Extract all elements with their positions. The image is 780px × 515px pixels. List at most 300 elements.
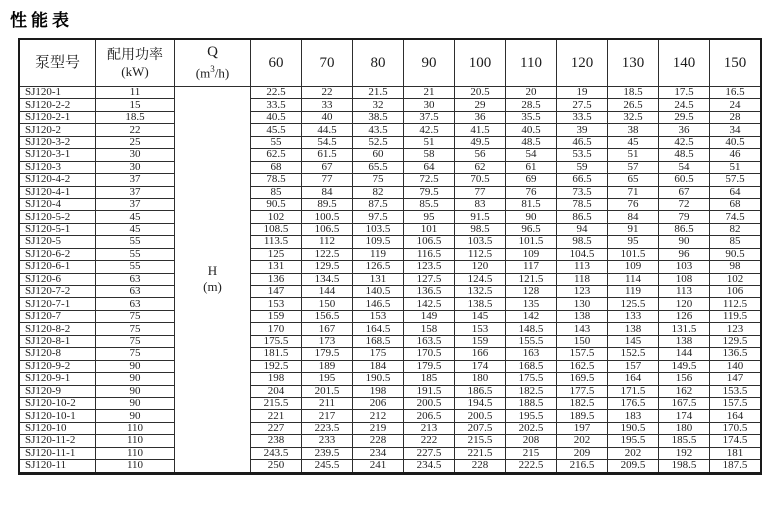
rated-power-cell: 75 [96, 310, 175, 322]
head-value-cell: 109 [608, 261, 659, 273]
head-value-cell: 40.5 [251, 111, 302, 123]
head-value-cell: 78.5 [557, 198, 608, 210]
head-value-cell: 177.5 [557, 385, 608, 397]
rated-power-cell: 18.5 [96, 111, 175, 123]
head-value-cell: 156 [659, 373, 710, 385]
head-value-cell: 48.5 [659, 149, 710, 161]
head-value-cell: 208 [506, 435, 557, 447]
head-value-cell: 179.5 [404, 360, 455, 372]
head-value-cell: 43.5 [353, 124, 404, 136]
performance-table [18, 38, 762, 475]
head-value-cell: 44.5 [302, 124, 353, 136]
head-value-cell: 82 [710, 223, 762, 235]
head-unit-cell [175, 87, 251, 474]
head-value-cell: 66.5 [557, 174, 608, 186]
head-value-cell: 213 [404, 422, 455, 434]
head-value-cell: 146.5 [353, 298, 404, 310]
rated-power-cell: 30 [96, 149, 175, 161]
head-value-cell: 147 [251, 286, 302, 298]
rated-power-cell: 37 [96, 174, 175, 186]
table-row [19, 161, 761, 173]
head-value-cell: 167 [302, 323, 353, 335]
head-value-cell: 185 [404, 373, 455, 385]
head-value-cell: 243.5 [251, 447, 302, 459]
head-value-cell: 182.5 [557, 397, 608, 409]
head-value-cell: 135 [506, 298, 557, 310]
head-value-cell: 119 [353, 248, 404, 260]
head-value-cell: 234 [353, 447, 404, 459]
head-value-cell: 54.5 [302, 136, 353, 148]
head-value-cell: 149.5 [659, 360, 710, 372]
head-value-cell: 174.5 [710, 435, 762, 447]
rated-power-cell: 55 [96, 261, 175, 273]
head-value-cell: 202 [557, 435, 608, 447]
head-value-cell: 138.5 [455, 298, 506, 310]
head-value-cell: 70.5 [455, 174, 506, 186]
table-row [19, 348, 761, 360]
head-value-cell: 55 [251, 136, 302, 148]
head-value-cell: 171.5 [608, 385, 659, 397]
rated-power-cell: 90 [96, 385, 175, 397]
table-row [19, 124, 761, 136]
head-value-cell: 21 [404, 87, 455, 99]
head-value-cell: 85 [251, 186, 302, 198]
head-value-cell: 71 [608, 186, 659, 198]
head-value-cell: 28 [710, 111, 762, 123]
head-value-cell: 190.5 [608, 422, 659, 434]
head-value-cell: 51 [710, 161, 762, 173]
head-value-cell: 103.5 [455, 236, 506, 248]
header-row [19, 39, 761, 87]
head-value-cell: 153 [251, 298, 302, 310]
head-value-cell: 67 [302, 161, 353, 173]
head-value-cell: 96.5 [506, 223, 557, 235]
head-value-cell: 76 [506, 186, 557, 198]
head-value-cell: 51 [608, 149, 659, 161]
head-value-cell: 192.5 [251, 360, 302, 372]
head-value-cell: 90.5 [251, 198, 302, 210]
head-value-cell: 221.5 [455, 447, 506, 459]
head-value-cell: 21.5 [353, 87, 404, 99]
head-value-cell: 233 [302, 435, 353, 447]
rated-power-cell: 55 [96, 236, 175, 248]
table-row [19, 273, 761, 285]
table-row [19, 198, 761, 210]
rated-power-cell: 110 [96, 422, 175, 434]
head-value-cell: 97.5 [353, 211, 404, 223]
table-row [19, 410, 761, 422]
head-value-cell: 222 [404, 435, 455, 447]
head-value-cell: 53.5 [557, 149, 608, 161]
rated-power-label: 配用功率 [107, 47, 163, 63]
head-value-cell: 39 [557, 124, 608, 136]
head-value-cell: 150 [302, 298, 353, 310]
pump-model-cell: SJ120-6-2 [19, 248, 96, 260]
head-value-cell: 215.5 [251, 397, 302, 409]
head-value-cell: 200.5 [404, 397, 455, 409]
head-value-cell: 120 [659, 298, 710, 310]
rated-power-cell: 110 [96, 447, 175, 459]
head-value-cell: 166 [455, 348, 506, 360]
head-value-cell: 181 [710, 447, 762, 459]
table-row [19, 136, 761, 148]
flow-unit: $(m^3/h)$ [195, 64, 230, 81]
head-value-cell: 45.5 [251, 124, 302, 136]
head-value-cell: 129.5 [302, 261, 353, 273]
head-value-cell: 60 [353, 149, 404, 161]
table-row [19, 248, 761, 260]
pump-model-cell: SJ120-9 [19, 385, 96, 397]
head-value-cell: 20.5 [455, 87, 506, 99]
head-value-cell: 126 [659, 310, 710, 322]
head-value-cell: 194.5 [455, 397, 506, 409]
head-value-cell: 142.5 [404, 298, 455, 310]
head-value-cell: 195.5 [608, 435, 659, 447]
rated-power-cell: 45 [96, 211, 175, 223]
head-value-cell: 98 [710, 261, 762, 273]
head-value-cell: 29 [455, 99, 506, 111]
head-value-cell: 113.5 [251, 236, 302, 248]
table-row [19, 447, 761, 459]
head-value-cell: 140 [710, 360, 762, 372]
head-value-cell: 215 [506, 447, 557, 459]
head-value-cell: 57.5 [710, 174, 762, 186]
head-value-cell: 162 [659, 385, 710, 397]
head-value-cell: 138 [557, 310, 608, 322]
head-unit: (m) [203, 279, 222, 295]
table-row [19, 261, 761, 273]
rated-power-cell: 110 [96, 435, 175, 447]
head-value-cell: 131 [353, 273, 404, 285]
table-row [19, 460, 761, 473]
head-value-cell: 126.5 [353, 261, 404, 273]
head-value-cell: 234.5 [404, 460, 455, 473]
table-row [19, 298, 761, 310]
rated-power-cell: 90 [96, 397, 175, 409]
head-value-cell: 170.5 [710, 422, 762, 434]
head-value-cell: 186.5 [455, 385, 506, 397]
rated-power-cell: 90 [96, 360, 175, 372]
head-value-cell: 24 [710, 99, 762, 111]
head-value-cell: 112.5 [455, 248, 506, 260]
table-row [19, 87, 761, 99]
head-value-cell: 170.5 [404, 348, 455, 360]
head-value-cell: 228 [455, 460, 506, 473]
rated-power-cell: 25 [96, 136, 175, 148]
head-value-cell: 212 [353, 410, 404, 422]
head-value-cell: 61 [506, 161, 557, 173]
head-value-cell: 127.5 [404, 273, 455, 285]
head-value-cell: 128 [506, 286, 557, 298]
head-value-cell: 94 [557, 223, 608, 235]
head-value-cell: 144 [659, 348, 710, 360]
flow-column-header: 150 [710, 39, 762, 87]
head-value-cell: 30 [404, 99, 455, 111]
pump-model-cell: SJ120-7-2 [19, 286, 96, 298]
head-value-cell: 191.5 [404, 385, 455, 397]
table-row [19, 186, 761, 198]
head-value-cell: 143 [557, 323, 608, 335]
head-value-cell: 42.5 [659, 136, 710, 148]
head-value-cell: 149 [404, 310, 455, 322]
head-value-cell: 103 [659, 261, 710, 273]
head-value-cell: 113 [557, 261, 608, 273]
head-value-cell: 157.5 [710, 397, 762, 409]
head-value-cell: 195 [302, 373, 353, 385]
head-value-cell: 72.5 [404, 174, 455, 186]
head-value-cell: 34 [710, 124, 762, 136]
pump-model-cell: SJ120-1 [19, 87, 96, 99]
head-value-cell: 150 [557, 335, 608, 347]
pump-model-cell: SJ120-11-1 [19, 447, 96, 459]
head-value-cell: 219 [353, 422, 404, 434]
head-value-cell: 57 [608, 161, 659, 173]
head-value-cell: 138 [608, 323, 659, 335]
head-value-cell: 175.5 [251, 335, 302, 347]
head-value-cell: 122.5 [302, 248, 353, 260]
head-value-cell: 28.5 [506, 99, 557, 111]
rated-power-cell: 37 [96, 186, 175, 198]
head-value-cell: 147 [710, 373, 762, 385]
pump-model-cell: SJ120-4 [19, 198, 96, 210]
head-value-cell: 164 [608, 373, 659, 385]
head-value-cell: 16.5 [710, 87, 762, 99]
head-value-cell: 91.5 [455, 211, 506, 223]
table-body [19, 87, 761, 474]
head-value-cell: 136 [251, 273, 302, 285]
head-value-cell: 98.5 [557, 236, 608, 248]
head-value-cell: 60.5 [659, 174, 710, 186]
rated-power-cell: 55 [96, 248, 175, 260]
head-value-cell: 142 [506, 310, 557, 322]
head-value-cell: 98.5 [455, 223, 506, 235]
head-value-cell: 118 [557, 273, 608, 285]
head-value-cell: 102 [710, 273, 762, 285]
head-value-cell: 41.5 [455, 124, 506, 136]
head-value-cell: 221 [251, 410, 302, 422]
pump-model-cell: SJ120-3-2 [19, 136, 96, 148]
head-value-cell: 200.5 [455, 410, 506, 422]
table-row [19, 397, 761, 409]
head-value-cell: 192 [659, 447, 710, 459]
head-value-cell: 157.5 [557, 348, 608, 360]
head-value-cell: 179.5 [302, 348, 353, 360]
head-value-cell: 138 [659, 335, 710, 347]
pump-model-cell: SJ120-10-1 [19, 410, 96, 422]
pump-model-cell: SJ120-8-2 [19, 323, 96, 335]
head-value-cell: 79 [659, 211, 710, 223]
rated-power-header [96, 39, 175, 87]
pump-model-cell: SJ120-11-2 [19, 435, 96, 447]
rated-power-cell: 63 [96, 286, 175, 298]
head-value-cell: 167.5 [659, 397, 710, 409]
head-value-cell: 153 [353, 310, 404, 322]
head-value-cell: 188.5 [506, 397, 557, 409]
rated-power-cell: 75 [96, 348, 175, 360]
head-value-cell: 82 [353, 186, 404, 198]
head-value-cell: 101.5 [608, 248, 659, 260]
head-value-cell: 162.5 [557, 360, 608, 372]
head-value-cell: 113 [659, 286, 710, 298]
flow-column-header: 90 [404, 39, 455, 87]
table-row [19, 149, 761, 161]
table-header [19, 39, 761, 87]
head-value-cell: 109.5 [353, 236, 404, 248]
head-value-cell: 64 [710, 186, 762, 198]
pump-model-cell: SJ120-11 [19, 460, 96, 473]
head-value-cell: 239.5 [302, 447, 353, 459]
head-value-cell: 32 [353, 99, 404, 111]
head-value-cell: 131.5 [659, 323, 710, 335]
head-value-cell: 173 [302, 335, 353, 347]
pump-model-cell: SJ120-7-1 [19, 298, 96, 310]
rated-power-cell: 90 [96, 410, 175, 422]
head-symbol: H [207, 263, 218, 279]
head-value-cell: 106.5 [302, 223, 353, 235]
head-value-cell: 206 [353, 397, 404, 409]
head-value-cell: 90 [659, 236, 710, 248]
rated-power-cell: 22 [96, 124, 175, 136]
head-value-cell: 84 [302, 186, 353, 198]
head-value-cell: 46.5 [557, 136, 608, 148]
head-value-cell: 26.5 [608, 99, 659, 111]
head-value-cell: 62 [455, 161, 506, 173]
head-value-cell: 215.5 [455, 435, 506, 447]
head-value-cell: 40.5 [710, 136, 762, 148]
head-value-cell: 245.5 [302, 460, 353, 473]
head-value-cell: 136.5 [404, 286, 455, 298]
head-value-cell: 96 [659, 248, 710, 260]
pump-model-header [19, 39, 96, 87]
flow-column-header: 80 [353, 39, 404, 87]
head-value-cell: 38.5 [353, 111, 404, 123]
pump-model-cell: SJ120-6-1 [19, 261, 96, 273]
head-value-cell: 182.5 [506, 385, 557, 397]
head-value-cell: 180 [455, 373, 506, 385]
table-row [19, 223, 761, 235]
pump-model-cell: SJ120-10 [19, 422, 96, 434]
table-row [19, 310, 761, 322]
head-value-cell: 112.5 [710, 298, 762, 310]
head-value-cell: 84 [608, 211, 659, 223]
head-value-cell: 54 [659, 161, 710, 173]
head-value-cell: 108 [659, 273, 710, 285]
head-value-cell: 132.5 [455, 286, 506, 298]
flow-column-header: 140 [659, 39, 710, 87]
head-value-cell: 174 [659, 410, 710, 422]
head-value-cell: 86.5 [557, 211, 608, 223]
head-value-cell: 36 [659, 124, 710, 136]
head-value-cell: 22 [302, 87, 353, 99]
head-value-cell: 20 [506, 87, 557, 99]
head-value-cell: 56 [455, 149, 506, 161]
head-value-cell: 81.5 [506, 198, 557, 210]
head-value-cell: 187.5 [710, 460, 762, 473]
flow-column-header: 100 [455, 39, 506, 87]
head-value-cell: 42.5 [404, 124, 455, 136]
pump-model-header-label: 泵型号 [34, 54, 80, 71]
rated-power-cell: 90 [96, 373, 175, 385]
head-value-cell: 169.5 [557, 373, 608, 385]
pump-model-cell: SJ120-5-2 [19, 211, 96, 223]
rated-power-cell: 63 [96, 298, 175, 310]
head-value-cell: 62.5 [251, 149, 302, 161]
head-value-cell: 159 [251, 310, 302, 322]
head-value-cell: 136.5 [710, 348, 762, 360]
head-value-cell: 29.5 [659, 111, 710, 123]
head-value-cell: 117 [506, 261, 557, 273]
head-value-cell: 223.5 [302, 422, 353, 434]
pump-model-cell: SJ120-2-1 [19, 111, 96, 123]
head-value-cell: 45 [608, 136, 659, 148]
pump-model-cell: SJ120-4-2 [19, 174, 96, 186]
head-value-cell: 209 [557, 447, 608, 459]
head-value-cell: 100.5 [302, 211, 353, 223]
head-value-cell: 54 [506, 149, 557, 161]
head-value-cell: 156.5 [302, 310, 353, 322]
flow-header [175, 39, 251, 87]
table-row [19, 99, 761, 111]
head-value-cell: 65 [608, 174, 659, 186]
flow-column-header: 130 [608, 39, 659, 87]
pump-model-cell: SJ120-6 [19, 273, 96, 285]
head-value-cell: 206.5 [404, 410, 455, 422]
head-value-cell: 120 [455, 261, 506, 273]
head-value-cell: 33 [302, 99, 353, 111]
head-value-cell: 40.5 [506, 124, 557, 136]
head-value-cell: 198.5 [659, 460, 710, 473]
head-value-cell: 175.5 [506, 373, 557, 385]
head-value-cell: 22.5 [251, 87, 302, 99]
head-value-cell: 17.5 [659, 87, 710, 99]
pump-model-cell: SJ120-5 [19, 236, 96, 248]
head-value-cell: 35.5 [506, 111, 557, 123]
table-row [19, 360, 761, 372]
head-value-cell: 109 [506, 248, 557, 260]
head-value-cell: 133 [608, 310, 659, 322]
head-value-cell: 190.5 [353, 373, 404, 385]
pump-model-cell: SJ120-2-2 [19, 99, 96, 111]
head-value-cell: 209.5 [608, 460, 659, 473]
head-value-cell: 189.5 [557, 410, 608, 422]
head-value-cell: 130 [557, 298, 608, 310]
head-value-cell: 211 [302, 397, 353, 409]
flow-column-header: 70 [302, 39, 353, 87]
head-value-cell: 157 [608, 360, 659, 372]
head-value-cell: 119 [608, 286, 659, 298]
head-value-cell: 46 [710, 149, 762, 161]
head-value-cell: 238 [251, 435, 302, 447]
pump-model-cell: SJ120-9-1 [19, 373, 96, 385]
head-value-cell: 176.5 [608, 397, 659, 409]
head-value-cell: 95 [404, 211, 455, 223]
head-value-cell: 68 [710, 198, 762, 210]
head-value-cell: 32.5 [608, 111, 659, 123]
head-value-cell: 67 [659, 186, 710, 198]
rated-power-cell: 75 [96, 323, 175, 335]
head-value-cell: 158 [404, 323, 455, 335]
head-value-cell: 65.5 [353, 161, 404, 173]
head-value-cell: 123 [557, 286, 608, 298]
table-row [19, 236, 761, 248]
head-value-cell: 163.5 [404, 335, 455, 347]
table-row [19, 422, 761, 434]
head-value-cell: 168.5 [506, 360, 557, 372]
rated-power-cell: 110 [96, 460, 175, 473]
head-value-cell: 78.5 [251, 174, 302, 186]
table-row [19, 373, 761, 385]
head-value-cell: 101.5 [506, 236, 557, 248]
